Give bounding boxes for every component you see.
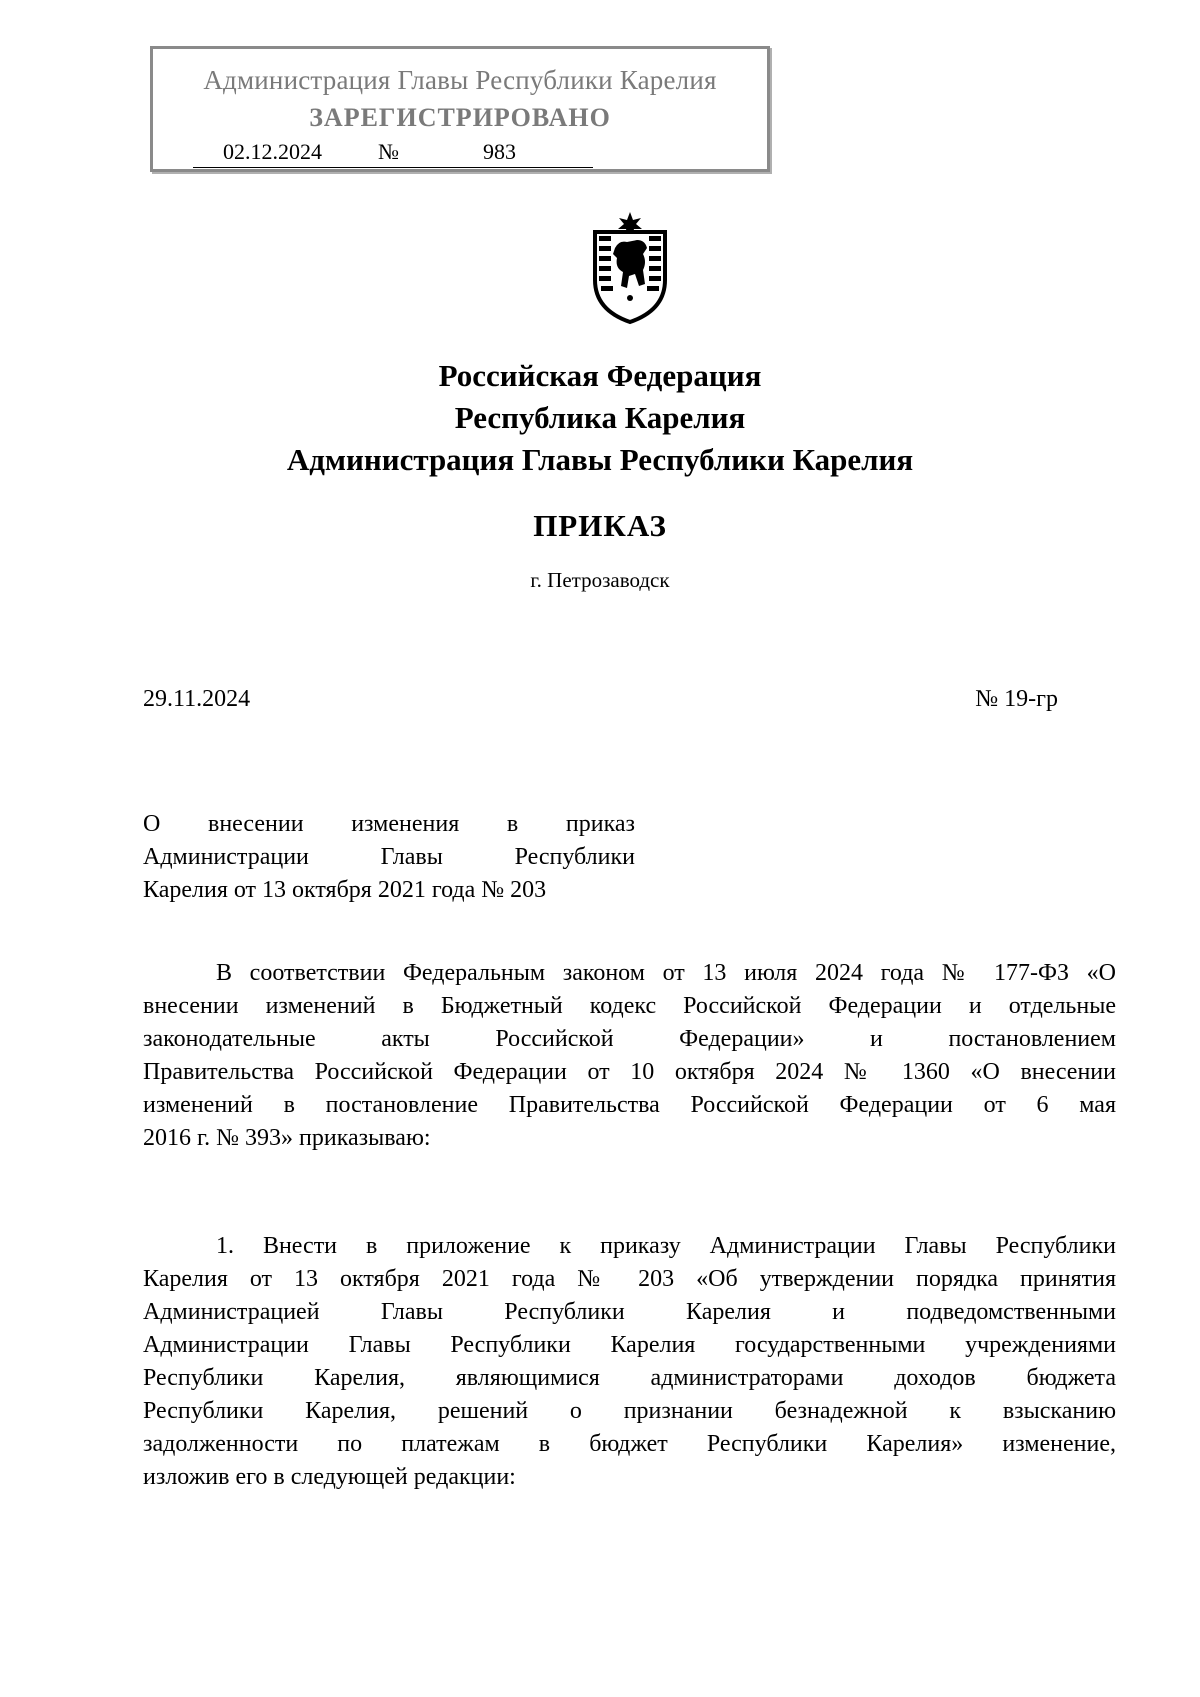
text-line: Администрации Главы Республики Карелия государственными учреждениями (143, 1332, 1116, 1358)
text-line: 1. Внести в приложение к приказу Администрации Главы Республики (216, 1233, 1116, 1259)
text-line: задолженности по платежам в бюджет Республики Карелия» изменение, (143, 1431, 1116, 1457)
text-line: В соответствии Федеральным законом от 13 июля 2024 года № 177-ФЗ «О (216, 960, 1116, 986)
text-line: Правительства Российской Федерации от 10 октября 2024 № 1360 «О внесении (143, 1059, 1116, 1085)
header-republic: Республика Карелия (454, 400, 746, 435)
preamble-paragraph (143, 957, 1116, 1155)
subject-line: О внесении изменения в приказ (143, 811, 635, 837)
stamp-status: ЗАРЕГИСТРИРОВАНО (309, 103, 611, 132)
order-date: 29.11.2024 (143, 686, 251, 712)
clause-1-paragraph (143, 1230, 1116, 1494)
text-line: Администрацией Главы Республики Карелия и подведомственными (143, 1299, 1116, 1325)
stamp-title: Администрация Главы Республики Карелия (203, 65, 717, 95)
document-title: ПРИКАЗ (533, 508, 667, 543)
registration-stamp (150, 46, 770, 172)
text-line: изложив его в следующей редакции: (143, 1464, 516, 1490)
text-line: законодательные акты Российской Федерации» и постановлением (143, 1026, 1116, 1052)
text-line: внесении изменений в Бюджетный кодекс Российской Федерации и отдельные (143, 993, 1116, 1019)
subject-line: Администрации Главы Республики (143, 844, 635, 870)
stamp-registration-line (193, 139, 593, 168)
karelia-coat-of-arms-icon (585, 210, 675, 325)
text-line: Республики Карелия, решений о признании безнадежной к взысканию (143, 1398, 1116, 1424)
header-administration: Администрация Главы Республики Карелия (286, 442, 914, 477)
text-line: Карелия от 13 октября 2021 года № 203 «Об утверждении порядка принятия (143, 1266, 1116, 1292)
order-number: № 19-гр (975, 686, 1058, 712)
subject-line: Карелия от 13 октября 2021 года № 203 (143, 877, 547, 903)
text-line: 2016 г. № 393» приказываю: (143, 1125, 431, 1151)
order-subject (143, 808, 635, 907)
text-line: изменений в постановление Правительства Российской Федерации от 6 мая (143, 1092, 1116, 1118)
text-line: Республики Карелия, являющимися администраторами доходов бюджета (143, 1365, 1116, 1391)
stamp-date: 02.12.2024 (223, 139, 322, 164)
document-city: г. Петрозаводск (530, 568, 670, 592)
stamp-number: 983 (483, 139, 516, 164)
header-country: Российская Федерация (438, 358, 762, 393)
stamp-number-label: № (378, 139, 399, 164)
